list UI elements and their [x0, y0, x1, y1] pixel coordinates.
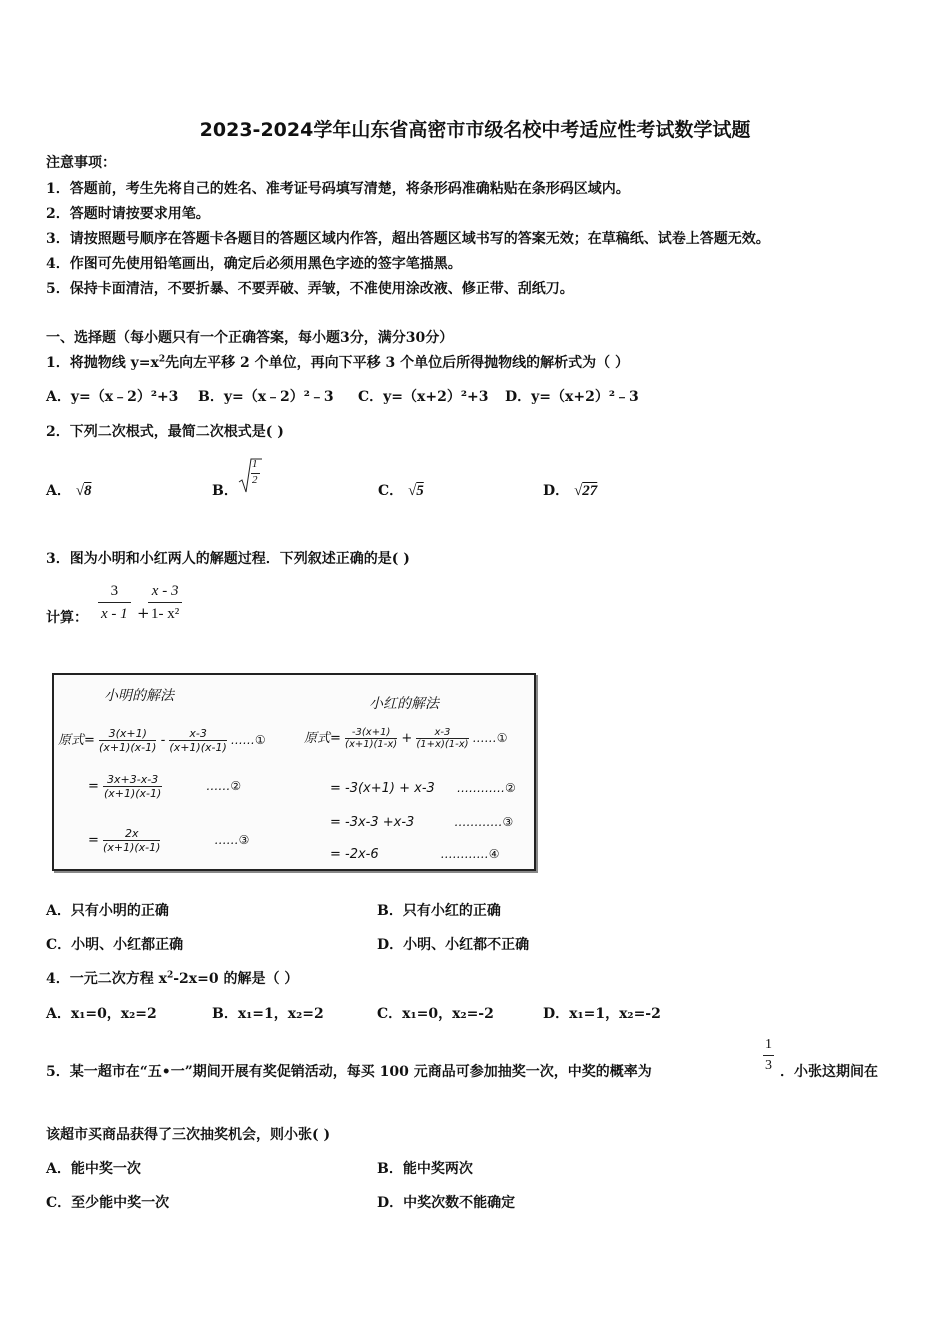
q1-option-a[interactable]: A．y=（x﹣2）²+3 — [46, 389, 179, 405]
notice-item: 5．保持卡面清洁，不要折暴、不要弄破、弄皱，不准使用涂改液、修正带、刮纸刀。 — [46, 281, 574, 297]
q4-option-c[interactable]: C．x₁=0，x₂=-2 — [377, 1006, 494, 1022]
left-line-1: 原式= $\frac{3(x+1)}{(x+1)(x-1)}$ - $\frac{x-3}{(x+1)(x-1)}$ ……① — [58, 727, 266, 754]
q4-option-a[interactable]: A．x₁=0，x₂=2 — [46, 1006, 157, 1022]
sqrt-fraction: 1 2 — [238, 456, 262, 496]
left-line-3: = $\frac{2x}{(x+1)(x-1)}$ ……③ — [88, 827, 250, 854]
notice-item: 3．请按照题号顺序在答题卡各题目的答题区域内作答，超出答题区域书写的答案无效；在草稿纸、试卷上答题无效。 — [46, 231, 770, 247]
question-5-stem-line2: 该超市买商品获得了三次抽奖机会，则小张( ) — [46, 1127, 331, 1143]
q3-option-d[interactable]: D．小明、小红都不正确 — [377, 937, 530, 953]
radical-sign-icon — [238, 456, 262, 496]
fraction-2: $\frac{x - 3}{\text{1- x²}}$ — [148, 580, 182, 625]
right-line-3: = -3x-3 +x-3 …………③ — [330, 815, 514, 830]
q4-option-b[interactable]: B．x₁=1，x₂=2 — [212, 1006, 324, 1022]
question-5-stem: 5．某一超市在“五•一”期间开展有奖促销活动，每买 100 元商品可参加抽奖一次，中奖的概率为 — [46, 1064, 652, 1080]
q5-option-b[interactable]: B．能中奖两次 — [377, 1161, 473, 1177]
sqrt-expression: √27 — [574, 483, 598, 499]
q5-option-c[interactable]: C．至少能中奖一次 — [46, 1195, 170, 1211]
right-title: 小红的解法 — [369, 696, 439, 712]
question-1-stem: 1．将抛物线 $y=x^2$先向左平移 2 个单位，再向下平移 3 个单位后所得抛物线的解析式为（ ） — [46, 354, 629, 371]
left-title: 小明的解法 — [104, 688, 174, 704]
q2-option-d[interactable]: D． √27 — [543, 483, 598, 499]
right-line-1: 原式= $\frac{-3(x+1)}{(x+1)(1-x)}$ + $\frac{x-3}{(1+x)(1-x)}$ ……① — [304, 727, 508, 750]
q3-option-b[interactable]: B．只有小红的正确 — [377, 903, 501, 919]
question-5-stem-cont: ．小张这期间在 — [780, 1064, 878, 1080]
probability-fraction: $\frac{1}{3}$ — [765, 1037, 772, 1073]
notice-item: 1．答题前，考生先将自己的姓名、准考证号码填写清楚，将条形码准确粘贴在条形码区域内。 — [46, 181, 630, 197]
question-2-stem: 2．下列二次根式，最简二次根式是( ) — [46, 424, 284, 440]
fraction-1: $\frac{3}{x - 1}$ — [98, 580, 131, 625]
q3-option-a[interactable]: A．只有小明的正确 — [46, 903, 169, 919]
left-line-2: = $\frac{3x+3-x-3}{(x+1)(x-1)}$ ……② — [88, 773, 242, 800]
plus-sign: + — [137, 604, 150, 622]
solution-figure — [52, 673, 536, 871]
q1-option-d[interactable]: D．y=（x+2）²﹣3 — [505, 389, 639, 405]
q4-option-d[interactable]: D．x₁=1，x₂=-2 — [543, 1006, 661, 1022]
q5-option-a[interactable]: A．能中奖一次 — [46, 1161, 141, 1177]
notice-item: 2．答题时请按要求用笔。 — [46, 206, 210, 222]
q5-option-d[interactable]: D．中奖次数不能确定 — [377, 1195, 516, 1211]
q3-option-c[interactable]: C．小明、小红都正确 — [46, 937, 184, 953]
right-line-4: = -2x-6 …………④ — [330, 847, 500, 862]
q1-option-b[interactable]: B．y=（x﹣2）²﹣3 — [198, 389, 334, 405]
question-4-stem: 4．一元二次方程 $x^2-2x=0$ 的解是（ ） — [46, 970, 299, 987]
notice-item: 4．作图可先使用铅笔画出，确定后必须用黑色字迹的签字笔描黑。 — [46, 256, 462, 272]
page-title: 2023-2024学年山东省高密市市级名校中考适应性考试数学试题 — [199, 119, 751, 141]
notice-header: 注意事项： — [46, 155, 116, 171]
question-3-stem: 3．图为小明和小红两人的解题过程．下列叙述正确的是( ) — [46, 551, 410, 567]
calc-label: 计算： — [46, 610, 88, 626]
q1-option-c[interactable]: C．y=（x+2）²+3 — [358, 389, 489, 405]
q2-option-c[interactable]: C． √5 — [378, 483, 424, 499]
section-heading: 一、选择题（每小题只有一个正确答案，每小题3分，满分30分） — [46, 330, 454, 346]
sqrt-expression: √5 — [408, 483, 424, 499]
q2-option-b[interactable]: B． — [212, 483, 238, 499]
sqrt-expression: √8 — [75, 483, 92, 499]
right-line-2: = -3(x+1) + x-3 …………② — [330, 781, 516, 796]
q2-option-a[interactable]: A． √8 — [46, 483, 92, 499]
